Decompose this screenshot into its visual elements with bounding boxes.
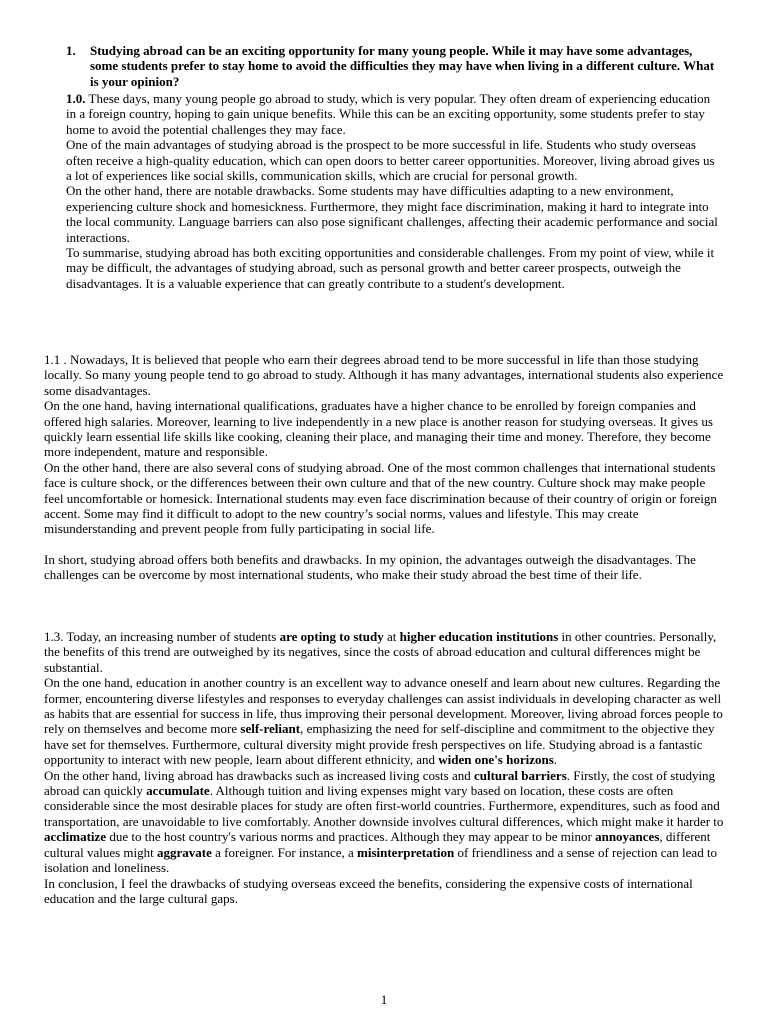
- bold-phrase: misinterpretation: [357, 844, 455, 860]
- essay-1-1-p4: In short, studying abroad offers both benefits and drawbacks. In my opinion, the advantages outweigh the disadvantages. The challenges can be overcome by most international students, who make their study abroad the best time of their life.: [44, 551, 696, 583]
- essay-1-0: [66, 91, 721, 291]
- text-run: , emphasizing the need for self-discipline and commitment to the objective they have set for themselves. Furthermore, cultural diversity might provide fresh perspectives on life. Studying abroad is a fantastic opportunity to interact with new people, learn about different ethnicity, and: [44, 721, 715, 768]
- page-number: 1: [380, 992, 388, 1007]
- text-run: . Although tuition and living expenses might vary based on location, these costs are often considerable since the most desirable places for study are often first-world countries. Furthermore, expenditures, such as food and transportation, are unavoidable to live comfortably. Another downside involves cultural differences, which might make it harder to: [44, 783, 724, 829]
- bold-phrase: self-reliant: [240, 721, 301, 737]
- bold-phrase: are opting to study: [279, 629, 384, 644]
- bold-phrase: widen one's horizons: [438, 752, 554, 768]
- text-run: due to the host country's various norms and practices. Although they may appear to be minor: [106, 829, 596, 845]
- text-run: .: [553, 752, 558, 768]
- essay-1-3-p3: [44, 768, 724, 876]
- essay-1-3-p1: [44, 629, 724, 675]
- bold-phrase: accumulate: [146, 783, 210, 799]
- text-run: . Firstly, the cost of studying abroad can quickly: [44, 767, 716, 799]
- essay-1-0-p1: These days, many young people go abroad to study, which is very popular. They often dream of experiencing education in a foreign country, hoping to gain unique benefits. While this can be an exciting opportunity, some students prefer to stay home to avoid the potential challenges they may face.: [66, 91, 711, 137]
- essay-1-0-label: 1.0.: [66, 91, 86, 106]
- text-run: On the one hand, education in another country is an excellent way to advance oneself and learn about new cultures. Regarding the former, encountering diverse lifestyles and responses to everyday challenges can assist individuals in developing character as well as habits that are essential for success in life, thus improving their personal development. Moreover, living abroad forces people to rely on themselves and become more: [44, 675, 723, 737]
- essay-1-1-p3: On the other hand, there are also several cons of studying abroad. One of the most common challenges that international students face is culture shock, or the differences between their own culture and that of the new country. Culture shock may make people feel uncomfortable or homesick. International students may even face discrimination because of their country of origin or foreign accent. Some may find it difficult to adopt to the new country’s social norms, values and lifestyle. This may create misunderstanding and prevent people from fully participating in social life.: [44, 459, 717, 537]
- essay-1-3-p4: In conclusion, I feel the drawbacks of studying overseas exceed the benefits, considering the expensive costs of international education and the large cultural gaps.: [44, 875, 693, 906]
- text-run: at: [383, 629, 400, 644]
- essay-1-0-intro: [66, 91, 721, 137]
- bold-phrase: annoyances: [595, 829, 660, 845]
- essay-1-3: [44, 629, 724, 906]
- text-run: a foreigner. For instance, a: [211, 844, 358, 860]
- essay-1-0-p3: On the other hand, there are notable drawbacks. Some students may have difficulties adapting to a new environment, experiencing culture shock and homesickness. Furthermore, they might face discrimination, making it hard to integrate into the local community. Language barriers can also pose significant challenges, affecting their academic performance and social interactions.: [66, 183, 718, 245]
- bold-phrase: cultural barriers: [473, 767, 567, 783]
- essay-1-1: [44, 352, 728, 583]
- bold-phrase: higher education institutions: [399, 629, 559, 644]
- text-run: in other countries. Personally, the benefits of this trend are outweighed by its negatives, since the costs of abroad education and cultural differences might be substantial.: [44, 629, 717, 675]
- text-run: of friendliness and a sense of rejection can lead to isolation and loneliness.: [44, 844, 718, 876]
- text-run: On the other hand, living abroad has drawbacks such as increased living costs and: [44, 767, 474, 783]
- essay-1-3-p2: [44, 675, 724, 767]
- paragraph-gap: [44, 537, 728, 552]
- question-heading: [66, 43, 716, 89]
- text-run: , different cultural values might: [44, 829, 711, 860]
- bold-phrase: aggravate: [157, 844, 212, 860]
- essay-1-1-p2: On the one hand, having international qualifications, graduates have a higher chance to be enrolled by foreign companies and offered high salaries. Moreover, learning to live independently in a new place is another reason for studying overseas. It gives us quickly learn essential life skills like cooking, cleaning their place, and managing their time and money. Therefore, they become more independent, mature and responsible.: [44, 398, 713, 460]
- question-number: 1.: [66, 43, 76, 58]
- bold-phrase: acclimatize: [44, 829, 107, 845]
- text-run: 1.3. Today, an increasing number of students: [44, 629, 280, 644]
- essay-1-0-p2: One of the main advantages of studying abroad is the prospect to be more successful in life. Students who study overseas often receive a high-quality education, which can open doors to better career opportunities. Moreover, living abroad gives us a lot of experiences like social skills, communication skills, which are crucial for personal growth.: [66, 137, 715, 184]
- essay-1-0-p4: To summarise, studying abroad has both exciting opportunities and considerable challenges. From my point of view, while it may be difficult, the advantages of studying abroad, such as personal growth and better career prospects, outweigh the disadvantages. It is a valuable experience that can greatly contribute to a student's development.: [66, 245, 715, 291]
- essay-1-1-p1: 1.1 . Nowadays, It is believed that people who earn their degrees abroad tend to be more successful in life than those studying locally. So many young people tend to go abroad to study. Although it has many advantages, international students also experience some disadvantages.: [44, 352, 724, 398]
- question-text: Studying abroad can be an exciting opportunity for many young people. While it may have some advantages, some students prefer to stay home to avoid the difficulties they may have when living in a different culture. What is your opinion?: [90, 43, 715, 89]
